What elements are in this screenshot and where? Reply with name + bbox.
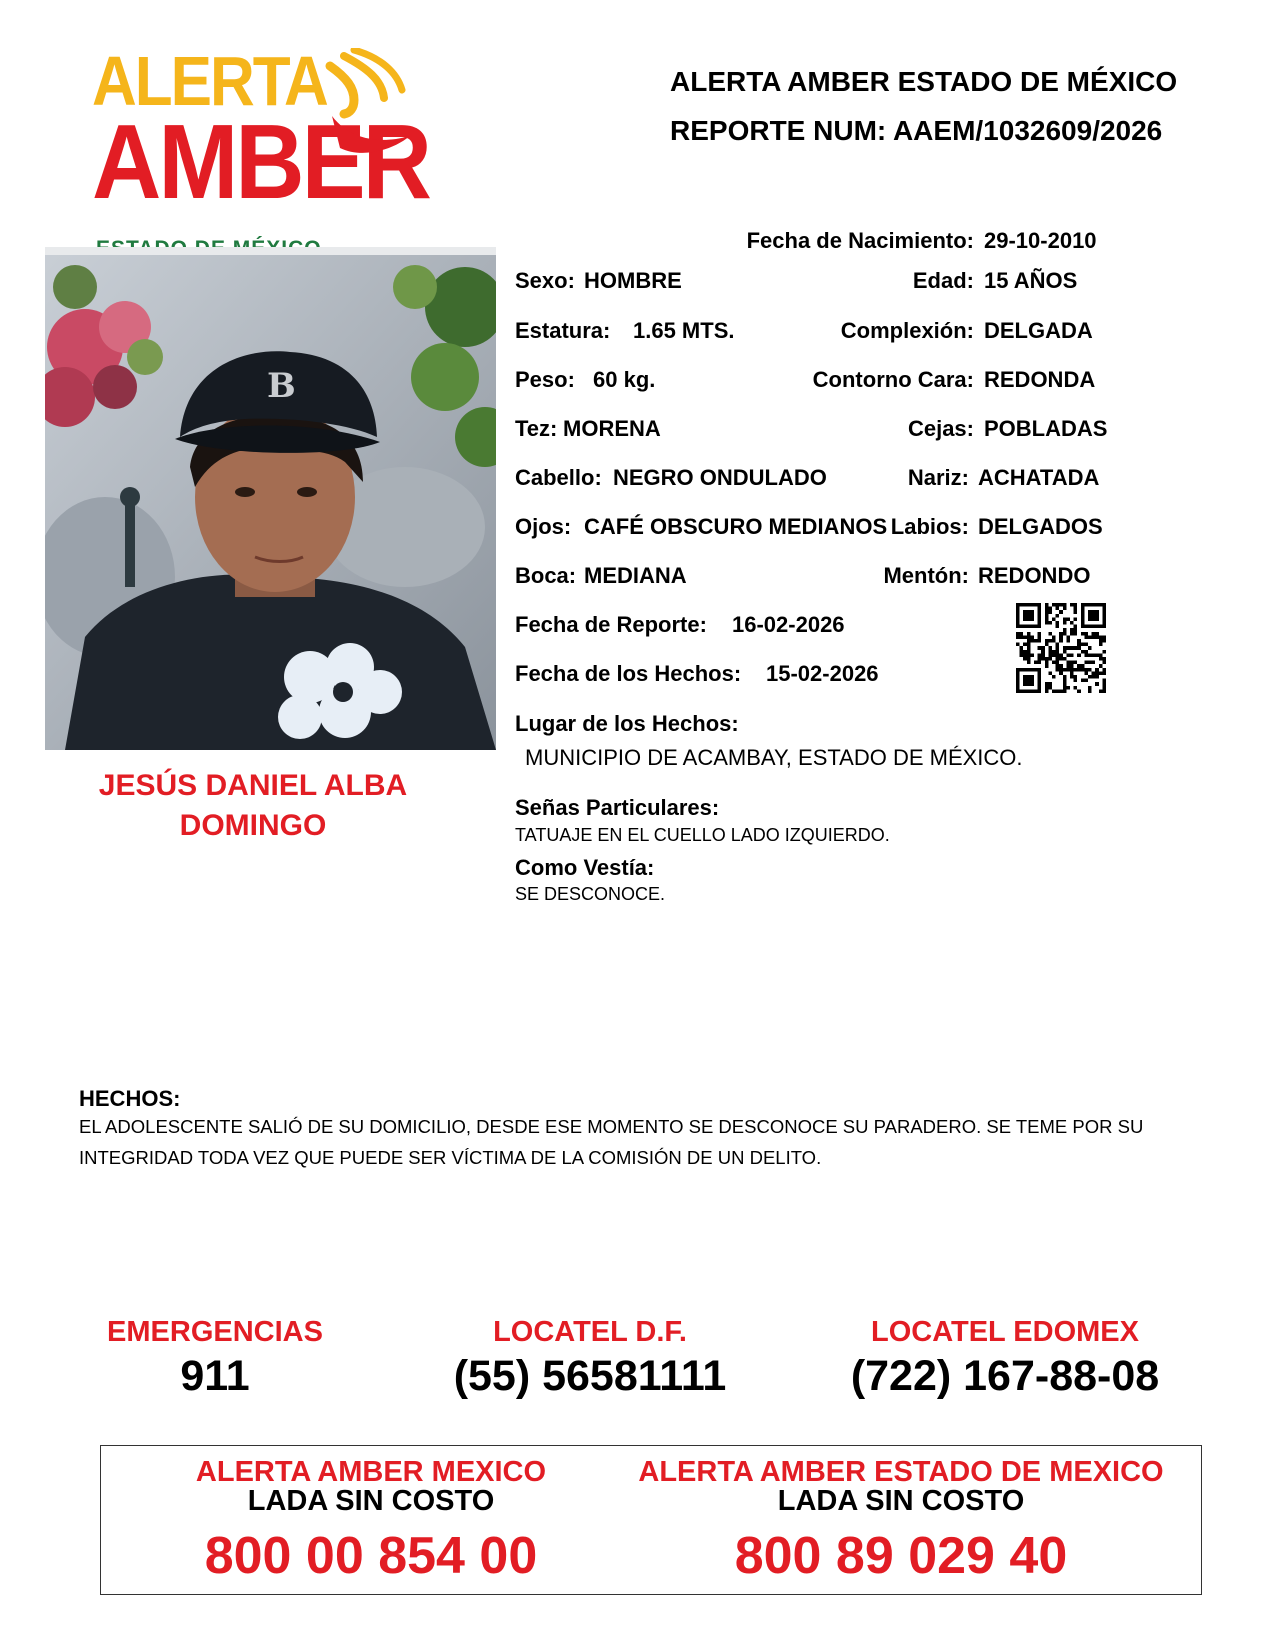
- contact-emergencias: [75, 1318, 355, 1398]
- label-tez: Tez:: [515, 416, 558, 441]
- label-complexion: Complexión:: [840, 318, 974, 343]
- label-cejas: Cejas:: [907, 416, 974, 441]
- contact-label: EMERGENCIAS: [107, 1316, 323, 1348]
- label-menton: Mentón:: [883, 563, 969, 588]
- label-vestia: Como Vestía:: [515, 855, 655, 880]
- contact-label: LOCATEL D.F.: [493, 1316, 687, 1348]
- label-sexo: Sexo:: [515, 268, 575, 293]
- value-fecha-reporte: 16-02-2026: [732, 612, 845, 637]
- value-peso: 60 kg.: [593, 367, 656, 392]
- lada-amber-edomex: [616, 1456, 1186, 1585]
- value-fecha-hechos: 15-02-2026: [766, 661, 879, 686]
- value-sexo: HOMBRE: [584, 268, 682, 293]
- alerta-amber-logo: [92, 43, 432, 222]
- lada-amber-mexico: [146, 1456, 596, 1585]
- value-labios: DELGADOS: [978, 514, 1103, 539]
- logo-swoosh-icon: [92, 43, 432, 222]
- missing-person-photo: [45, 247, 496, 750]
- label-fecha-hechos: Fecha de los Hechos:: [515, 661, 742, 686]
- contact-locatel-edomex: [820, 1318, 1190, 1398]
- hechos-text: EL ADOLESCENTE SALIÓ DE SU DOMICILIO, DESDE ESE MOMENTO SE DESCONOCE SU PARADERO. SE TEME POR SU INTEGRIDAD TODA VEZ QUE PUEDE SER VÍCTIMA DE LA COMISIÓN DE UN DELITO.: [79, 1116, 1144, 1168]
- lada-title: ALERTA AMBER ESTADO DE MEXICO: [638, 1456, 1164, 1488]
- label-fecha-reporte: Fecha de Reporte:: [515, 612, 707, 637]
- label-ojos: Ojos:: [515, 514, 572, 539]
- value-cejas: POBLADAS: [984, 416, 1108, 441]
- value-boca: MEDIANA: [584, 563, 687, 588]
- hechos-label: HECHOS:: [79, 1086, 181, 1111]
- contact-number: (722) 167-88-08: [850, 1352, 1160, 1400]
- lada-number: 800 89 029 40: [734, 1527, 1068, 1585]
- value-senas: TATUAJE EN EL CUELLO LADO IZQUIERDO.: [515, 825, 890, 845]
- value-contorno-cara: REDONDA: [984, 367, 1096, 392]
- value-nariz: ACHATADA: [978, 465, 1100, 490]
- value-tez: MORENA: [563, 416, 661, 441]
- label-estatura: Estatura:: [515, 318, 611, 343]
- label-lugar-hechos: Lugar de los Hechos:: [515, 711, 739, 736]
- lada-number: 800 00 854 00: [204, 1527, 538, 1585]
- lada-subtitle: LADA SIN COSTO: [247, 1485, 495, 1517]
- value-vestia: SE DESCONOCE.: [515, 884, 666, 904]
- person-name-line1: JESÚS DANIEL ALBA: [98, 769, 408, 802]
- label-peso: Peso:: [515, 367, 575, 392]
- value-ojos: CAFÉ OBSCURO MEDIANOS: [584, 514, 888, 539]
- contact-locatel-df: [415, 1318, 765, 1398]
- value-estatura: 1.65 MTS.: [633, 318, 735, 343]
- value-cabello: NEGRO ONDULADO: [613, 465, 827, 490]
- value-complexion: DELGADA: [984, 318, 1093, 343]
- label-labios: Labios:: [890, 514, 969, 539]
- label-contorno-cara: Contorno Cara:: [812, 367, 974, 392]
- svg-text:B: B: [267, 366, 296, 406]
- label-boca: Boca:: [515, 563, 577, 588]
- portrait-illustration: [45, 247, 496, 750]
- logo-word-alerta: ALERTA: [92, 43, 327, 121]
- report-number: REPORTE NUM: AAEM/1032609/2026: [670, 115, 1163, 146]
- label-fecha-nacimiento: Fecha de Nacimiento:: [746, 228, 974, 253]
- label-senas: Señas Particulares:: [515, 795, 720, 820]
- value-edad: 15 AÑOS: [984, 268, 1078, 293]
- header-title: ALERTA AMBER ESTADO DE MÉXICO: [670, 66, 1178, 97]
- lada-subtitle: LADA SIN COSTO: [777, 1485, 1025, 1517]
- value-lugar-hechos: MUNICIPIO DE ACAMBAY, ESTADO DE MÉXICO.: [525, 745, 1023, 770]
- qr-code-icon: [1016, 603, 1106, 693]
- lada-title: ALERTA AMBER MEXICO: [195, 1456, 547, 1488]
- label-edad: Edad:: [912, 268, 974, 293]
- logo-word-amber: AMBER: [92, 103, 429, 222]
- contact-label: LOCATEL EDOMEX: [871, 1316, 1139, 1348]
- lada-sin-costo-box: [100, 1445, 1202, 1595]
- value-menton: REDONDO: [978, 563, 1091, 588]
- contact-number: (55) 56581111: [453, 1352, 727, 1400]
- label-nariz: Nariz:: [907, 465, 969, 490]
- person-name-line2: DOMINGO: [179, 809, 327, 842]
- label-cabello: Cabello:: [515, 465, 602, 490]
- value-fecha-nacimiento: 29-10-2010: [984, 228, 1097, 253]
- contact-number: 911: [180, 1352, 250, 1400]
